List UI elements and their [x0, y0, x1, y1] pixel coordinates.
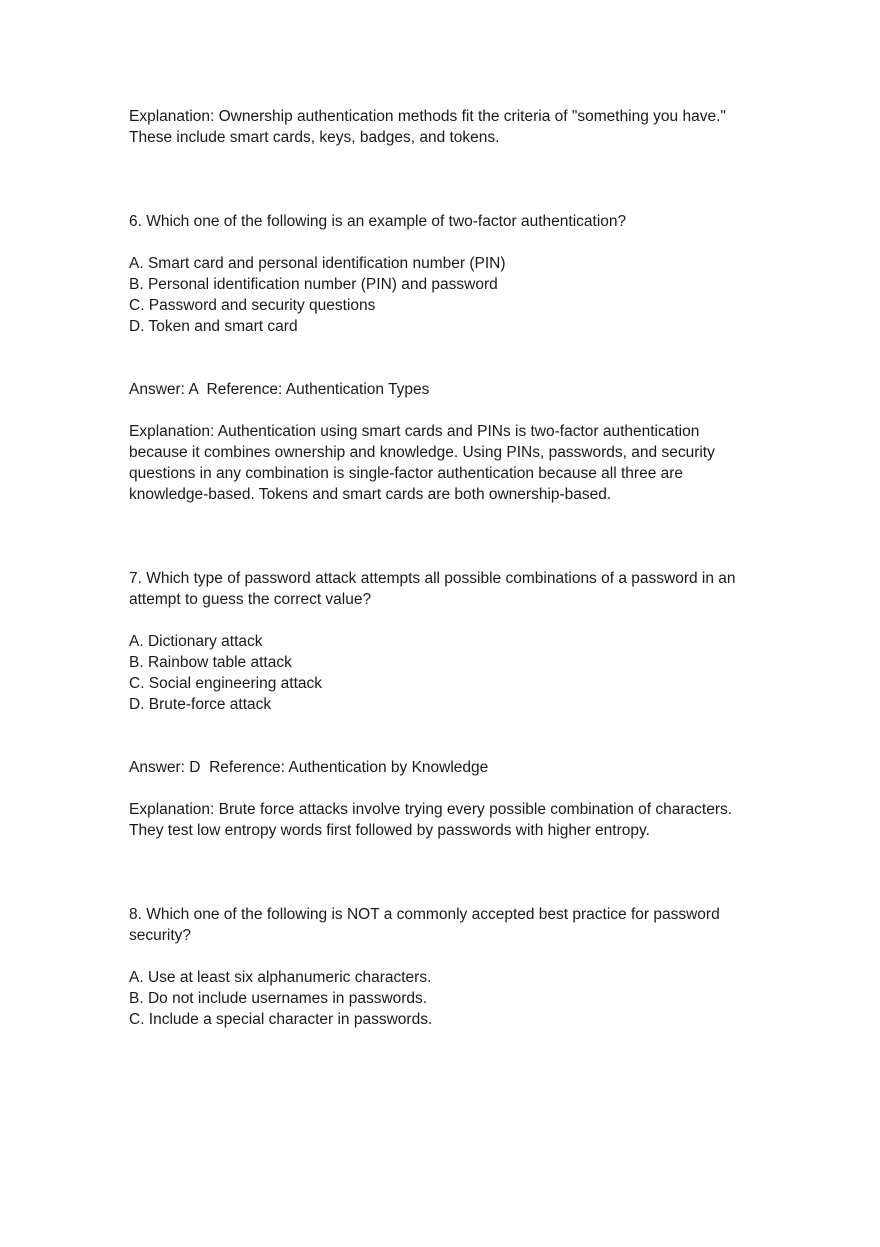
spacer	[129, 505, 759, 568]
option-a: A. Use at least six alphanumeric characters.	[129, 969, 432, 986]
option-b: B. Rainbow table attack	[129, 654, 292, 671]
spacer	[129, 232, 759, 253]
option-b: B. Do not include usernames in passwords.	[129, 990, 428, 1007]
spacer	[129, 778, 759, 799]
question-block-7	[129, 568, 759, 841]
option-a: A. Smart card and personal identification number (PIN)	[129, 255, 506, 272]
option-d: D. Brute-force attack	[129, 696, 272, 713]
spacer	[129, 841, 759, 904]
spacer	[129, 715, 759, 757]
spacer	[129, 610, 759, 631]
answer-line: Answer: A Reference: Authentication Types	[129, 381, 430, 398]
spacer	[129, 400, 759, 421]
question-text: 8. Which one of the following is NOT a commonly accepted best practice for password security?	[129, 906, 720, 944]
spacer	[129, 148, 759, 211]
answer-line: Answer: D Reference: Authentication by Knowledge	[129, 759, 489, 776]
answer-explanation: Explanation: Brute force attacks involve trying every possible combination of characters. They test low entropy words first followed by passwords with higher entropy.	[129, 801, 733, 839]
option-b: B. Personal identification number (PIN) and password	[129, 276, 498, 293]
spacer	[129, 337, 759, 379]
option-d: D. Token and smart card	[129, 318, 298, 335]
option-c: C. Social engineering attack	[129, 675, 323, 692]
question-block-8	[129, 904, 759, 1030]
question-block-6	[129, 211, 759, 505]
option-a: A. Dictionary attack	[129, 633, 263, 650]
question-text: 7. Which type of password attack attempts all possible combinations of a password in an attempt to guess the correct value?	[129, 570, 736, 608]
option-c: C. Include a special character in passwords.	[129, 1011, 433, 1028]
option-c: C. Password and security questions	[129, 297, 376, 314]
intro-explanation: Explanation: Ownership authentication methods fit the criteria of "something you have." These include smart cards, keys, badges, and tokens.	[129, 108, 726, 146]
answer-explanation: Explanation: Authentication using smart cards and PINs is two-factor authentication because it combines ownership and knowledge. Using PINs, passwords, and security questions in any combination is single-factor authentication because all three are knowledge-based. Tokens and smart cards are both ownership-based.	[129, 423, 715, 503]
spacer	[129, 946, 759, 967]
question-text: 6. Which one of the following is an example of two-factor authentication?	[129, 213, 627, 230]
page-content	[129, 106, 759, 1030]
